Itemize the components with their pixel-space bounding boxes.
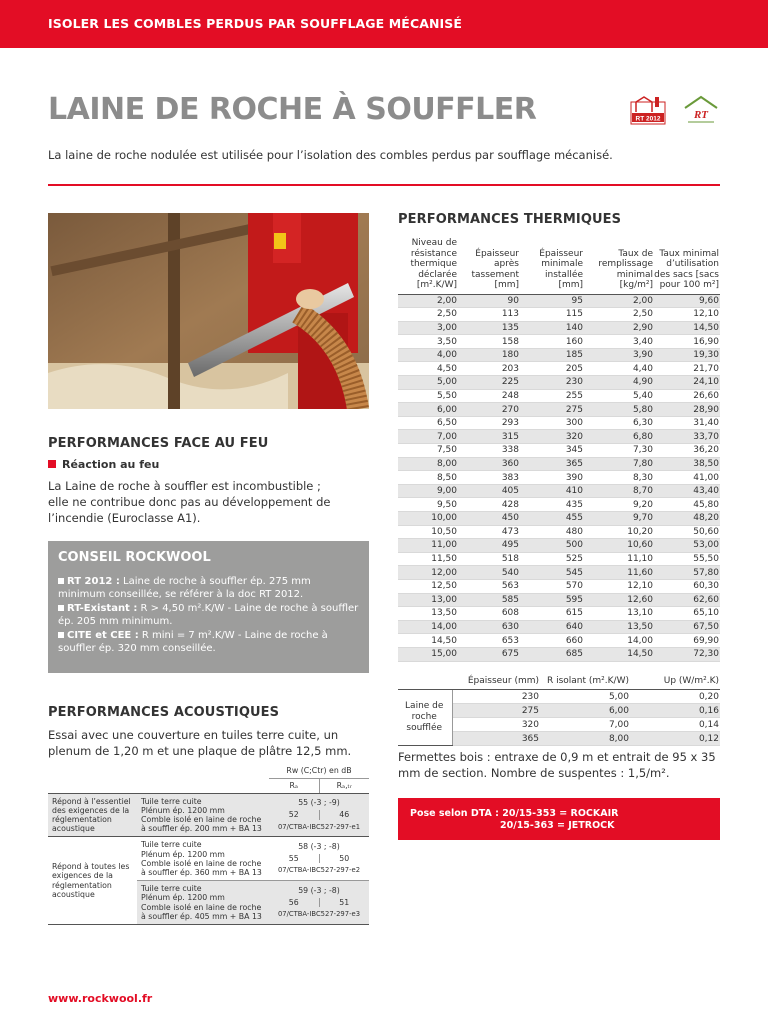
report-ref: 07/CTBA-IBC527-297-e2 — [277, 866, 361, 875]
table-cell: 525 — [520, 552, 584, 566]
ratr-value: 50 — [339, 854, 350, 864]
table-cell: 675 — [458, 647, 520, 661]
table-cell: 595 — [520, 593, 584, 607]
pose-line-1: Pose selon DTA : 20/15-353 = ROCKAIR — [410, 808, 619, 819]
ra-value: 56 — [269, 898, 320, 907]
table-cell: 255 — [520, 389, 584, 403]
conseil-item — [58, 629, 359, 655]
table-cell: 0,14 — [630, 718, 720, 732]
row-desc: Tuile terre cuite Plénum ép. 1200 mm Comble isolé en laine de roche à souffler ép. 200 mm + BA 13 — [137, 793, 269, 837]
conseil-item — [58, 602, 359, 628]
bullet-icon — [58, 578, 64, 584]
table-cell: 473 — [458, 525, 520, 539]
table-cell: 6,30 — [584, 416, 654, 430]
table-cell: 2,90 — [584, 321, 654, 335]
table-cell: 158 — [458, 335, 520, 349]
svg-text:RT 2012: RT 2012 — [635, 115, 661, 123]
table-cell: 275 — [520, 403, 584, 417]
svg-text:RT: RT — [693, 109, 709, 121]
table-cell: 95 — [520, 294, 584, 308]
table-cell: 653 — [458, 634, 520, 648]
red-square-icon — [48, 460, 56, 468]
table-row — [398, 308, 720, 322]
table-cell: 115 — [520, 308, 584, 322]
table-cell: 10,00 — [398, 512, 458, 526]
table-cell: 3,40 — [584, 335, 654, 349]
col-header: R isolant (m².K/W) — [540, 676, 630, 690]
fermettes-text: Fermettes bois : entraxe de 0,9 m et entrait de 95 x 35 mm de section. Nombre de suspentes : 1,5/m². — [398, 750, 716, 780]
table-cell: 50,60 — [654, 525, 720, 539]
table-cell: 135 — [458, 321, 520, 335]
thermal-table — [398, 238, 720, 662]
table-row — [398, 321, 720, 335]
table-cell: 0,20 — [630, 690, 720, 704]
table-cell: 11,10 — [584, 552, 654, 566]
table-cell: 630 — [458, 620, 520, 634]
table-cell: 15,00 — [398, 647, 458, 661]
table-row — [398, 566, 720, 580]
table-cell: 62,60 — [654, 593, 720, 607]
table-cell: 585 — [458, 593, 520, 607]
report-ref: 07/CTBA-IBC527-297-e3 — [277, 910, 361, 919]
top-banner — [0, 0, 768, 48]
row-desc: Tuile terre cuite Plénum ép. 1200 mm Comble isolé en laine de roche à souffler ép. 405 mm + BA 13 — [137, 881, 269, 925]
table-cell: 33,70 — [654, 430, 720, 444]
reaction-label: Réaction au feu — [62, 458, 160, 471]
table-cell: 8,70 — [584, 484, 654, 498]
feu-heading: PERFORMANCES FACE AU FEU — [48, 436, 269, 451]
table-cell: 300 — [520, 416, 584, 430]
table-cell: 12,10 — [584, 579, 654, 593]
table-cell: 14,50 — [398, 634, 458, 648]
table-cell: 65,10 — [654, 607, 720, 621]
table-cell: 230 — [452, 690, 540, 704]
table-cell: 13,00 — [398, 593, 458, 607]
group-label: Répond à toutes les exigences de la réglementation acoustique — [48, 837, 137, 925]
table-cell: 9,60 — [654, 294, 720, 308]
table-cell: 5,00 — [398, 376, 458, 390]
page-title: LAINE DE ROCHE À SOUFFLER — [48, 92, 537, 127]
table-row — [398, 634, 720, 648]
group-label: Répond à l’essentiel des exigences de la réglementation acoustique — [48, 793, 137, 837]
table-cell: 60,30 — [654, 579, 720, 593]
ratr-value: 51 — [339, 897, 350, 907]
table-cell: 4,40 — [584, 362, 654, 376]
col-header: Taux minimal d’utilisation des sacs [sacs pour 100 m²] — [654, 238, 720, 294]
rt2012-logo — [630, 94, 668, 126]
table-cell: 480 — [520, 525, 584, 539]
ratr-header: Rₐ,ₜᵣ — [319, 778, 369, 793]
thermal-body — [398, 294, 720, 661]
table-cell: 8,30 — [584, 471, 654, 485]
col-header: Niveau de résistance thermique déclarée [m².K/W] — [398, 238, 458, 294]
table-row — [398, 647, 720, 661]
ratr-value: 46 — [339, 810, 350, 820]
table-cell: 10,50 — [398, 525, 458, 539]
up-body — [398, 690, 720, 746]
table-cell: 365 — [520, 457, 584, 471]
table-cell: 113 — [458, 308, 520, 322]
up-table — [398, 676, 720, 746]
table-cell: 48,20 — [654, 512, 720, 526]
table-cell: 21,70 — [654, 362, 720, 376]
table-row — [398, 457, 720, 471]
col-header: Épaisseur (mm) — [452, 676, 540, 690]
table-row — [398, 579, 720, 593]
table-cell: 13,10 — [584, 607, 654, 621]
rt-logo — [682, 94, 720, 126]
table-row — [398, 362, 720, 376]
table-cell: 320 — [520, 430, 584, 444]
table-cell: 9,20 — [584, 498, 654, 512]
table-cell: 67,50 — [654, 620, 720, 634]
table-cell: 14,00 — [398, 620, 458, 634]
table-cell: 360 — [458, 457, 520, 471]
table-cell: 12,50 — [398, 579, 458, 593]
table-cell: 90 — [458, 294, 520, 308]
col-header: Épaisseur après tassement [mm] — [458, 238, 520, 294]
table-cell: 10,20 — [584, 525, 654, 539]
table-row — [48, 793, 369, 837]
table-cell: 685 — [520, 647, 584, 661]
conseil-item-text: R > 4,50 m².K/W - Laine de roche à souffler ép. 205 mm minimum. — [58, 603, 359, 627]
table-cell: 615 — [520, 607, 584, 621]
table-cell: 570 — [520, 579, 584, 593]
table-row — [398, 444, 720, 458]
table-cell: 57,80 — [654, 566, 720, 580]
table-cell: 2,00 — [584, 294, 654, 308]
table-cell: 14,00 — [584, 634, 654, 648]
thermal-header-row — [398, 238, 720, 294]
table-cell: 248 — [458, 389, 520, 403]
table-cell: 345 — [520, 444, 584, 458]
table-cell: 12,10 — [654, 308, 720, 322]
table-cell: 6,00 — [398, 403, 458, 417]
table-cell: 43,40 — [654, 484, 720, 498]
rw-value: 55 (-3 ; -9) — [298, 798, 340, 808]
bullet-icon — [58, 632, 64, 638]
table-cell: 28,90 — [654, 403, 720, 417]
conseil-item-text: R mini = 7 m².K/W - Laine de roche à souffler ép. 320 mm conseillée. — [58, 630, 328, 654]
table-cell: 8,00 — [398, 457, 458, 471]
table-cell: 5,00 — [540, 690, 630, 704]
table-cell: 5,80 — [584, 403, 654, 417]
col-header: Épaisseur minimale installée [mm] — [520, 238, 584, 294]
table-cell: 24,10 — [654, 376, 720, 390]
table-cell: 13,50 — [398, 607, 458, 621]
conseil-title: CONSEIL ROCKWOOL — [58, 550, 211, 565]
table-cell: 3,90 — [584, 348, 654, 362]
table-cell: 0,16 — [630, 704, 720, 718]
table-cell: 275 — [452, 704, 540, 718]
table-cell: 540 — [458, 566, 520, 580]
table-row — [398, 620, 720, 634]
table-row — [398, 430, 720, 444]
divider — [48, 184, 720, 186]
report-ref: 07/CTBA-IBC527-297-e1 — [277, 822, 361, 831]
table-cell: 38,50 — [654, 457, 720, 471]
table-cell: 13,50 — [584, 620, 654, 634]
table-cell: 4,90 — [584, 376, 654, 390]
table-cell: 5,50 — [398, 389, 458, 403]
feu-text: La Laine de roche à souffler est incombustible ; elle ne contribue donc pas au développement de l’incendie (Euroclasse A1). — [48, 479, 331, 525]
table-row — [398, 376, 720, 390]
conseil-item — [58, 575, 359, 601]
table-cell: 10,60 — [584, 539, 654, 553]
product-photo — [48, 213, 369, 409]
conseil-item-text: Laine de roche à souffler ép. 275 mm minimum conseillée, se référer à la doc RT 2012. — [58, 576, 311, 600]
table-cell: 500 — [520, 539, 584, 553]
conseil-item-strong: RT 2012 : — [67, 576, 120, 587]
acoustique-heading: PERFORMANCES ACOUSTIQUES — [48, 705, 280, 720]
table-cell: 7,50 — [398, 444, 458, 458]
table-cell: 41,00 — [654, 471, 720, 485]
pose-line-2: 20/15-363 = JETROCK — [500, 820, 615, 831]
table-cell: 9,00 — [398, 484, 458, 498]
table-cell: 338 — [458, 444, 520, 458]
intro-text: La laine de roche nodulée est utilisée pour l’isolation des combles perdus par soufflage mécanisé. — [48, 148, 613, 162]
table-cell: 55,50 — [654, 552, 720, 566]
acoustic-subheader-row — [48, 778, 369, 793]
table-cell: 2,50 — [584, 308, 654, 322]
rw-value: 59 (-3 ; -8) — [298, 885, 340, 895]
table-cell: 390 — [520, 471, 584, 485]
ra-value: 55 — [269, 854, 320, 863]
reaction-subheading — [48, 458, 159, 471]
table-cell: 5,40 — [584, 389, 654, 403]
table-cell: 545 — [520, 566, 584, 580]
row-label: Laine de roche soufflée — [398, 690, 452, 746]
table-cell: 7,00 — [540, 718, 630, 732]
conseil-item-strong: CITE et CEE : — [67, 630, 139, 641]
rw-header: Rw (C;Ctr) en dB — [269, 764, 369, 778]
table-row — [398, 294, 720, 308]
pose-box — [398, 798, 720, 840]
table-cell: 12,00 — [398, 566, 458, 580]
col-header: Up (W/m².K) — [630, 676, 720, 690]
table-cell: 428 — [458, 498, 520, 512]
banner-text: ISOLER LES COMBLES PERDUS PAR SOUFFLAGE MÉCANISÉ — [48, 16, 463, 31]
table-cell: 26,60 — [654, 389, 720, 403]
table-cell: 160 — [520, 335, 584, 349]
table-cell: 6,80 — [584, 430, 654, 444]
col-header: Taux de remplissage minimal [kg/m²] — [584, 238, 654, 294]
conseil-box — [48, 541, 369, 673]
thermique-heading: PERFORMANCES THERMIQUES — [398, 212, 622, 227]
table-cell: 518 — [458, 552, 520, 566]
table-cell: 9,70 — [584, 512, 654, 526]
table-cell: 563 — [458, 579, 520, 593]
table-cell: 6,50 — [398, 416, 458, 430]
acoustic-header-row — [48, 764, 369, 778]
table-cell: 45,80 — [654, 498, 720, 512]
table-cell: 4,00 — [398, 348, 458, 362]
table-cell: 69,90 — [654, 634, 720, 648]
table-cell: 405 — [458, 484, 520, 498]
table-cell: 608 — [458, 607, 520, 621]
table-cell: 185 — [520, 348, 584, 362]
table-cell: 365 — [452, 732, 540, 746]
table-cell: 383 — [458, 471, 520, 485]
table-cell: 7,30 — [584, 444, 654, 458]
table-cell: 3,50 — [398, 335, 458, 349]
table-cell: 19,30 — [654, 348, 720, 362]
table-row — [398, 525, 720, 539]
table-cell: 205 — [520, 362, 584, 376]
table-cell: 72,30 — [654, 647, 720, 661]
table-cell: 435 — [520, 498, 584, 512]
table-row — [398, 335, 720, 349]
table-cell: 7,00 — [398, 430, 458, 444]
table-cell: 230 — [520, 376, 584, 390]
table-cell: 495 — [458, 539, 520, 553]
table-cell: 8,00 — [540, 732, 630, 746]
acoustic-table — [48, 764, 369, 925]
row-desc: Tuile terre cuite Plénum ép. 1200 mm Comble isolé en laine de roche à souffler ép. 360 mm + BA 13 — [137, 837, 269, 881]
conseil-item-strong: RT-Existant : — [67, 603, 138, 614]
up-header-row — [398, 676, 720, 690]
table-row — [398, 348, 720, 362]
table-cell: 4,50 — [398, 362, 458, 376]
table-row — [398, 498, 720, 512]
table-cell: 9,50 — [398, 498, 458, 512]
table-cell: 31,40 — [654, 416, 720, 430]
table-cell: 53,00 — [654, 539, 720, 553]
table-cell: 180 — [458, 348, 520, 362]
table-row — [48, 837, 369, 881]
ra-value: 52 — [269, 810, 320, 819]
table-cell: 320 — [452, 718, 540, 732]
table-cell: 410 — [520, 484, 584, 498]
footer-link[interactable]: www.rockwool.fr — [48, 992, 153, 1005]
table-row — [398, 690, 720, 704]
table-cell: 140 — [520, 321, 584, 335]
table-cell: 660 — [520, 634, 584, 648]
table-cell: 36,20 — [654, 444, 720, 458]
table-cell: 14,50 — [584, 647, 654, 661]
table-cell: 8,50 — [398, 471, 458, 485]
bullet-icon — [58, 605, 64, 611]
table-cell: 11,50 — [398, 552, 458, 566]
table-cell: 203 — [458, 362, 520, 376]
table-cell: 3,00 — [398, 321, 458, 335]
table-row — [398, 471, 720, 485]
table-row — [398, 593, 720, 607]
table-cell: 16,90 — [654, 335, 720, 349]
table-row — [398, 552, 720, 566]
table-cell: 0,12 — [630, 732, 720, 746]
table-row — [398, 512, 720, 526]
table-cell: 11,00 — [398, 539, 458, 553]
table-cell: 640 — [520, 620, 584, 634]
rw-value: 58 (-3 ; -8) — [298, 841, 340, 851]
table-cell: 6,00 — [540, 704, 630, 718]
table-cell: 225 — [458, 376, 520, 390]
table-row — [398, 416, 720, 430]
table-cell: 2,50 — [398, 308, 458, 322]
table-row — [398, 539, 720, 553]
table-cell: 293 — [458, 416, 520, 430]
table-cell: 12,60 — [584, 593, 654, 607]
table-cell: 7,80 — [584, 457, 654, 471]
table-row — [398, 403, 720, 417]
table-cell: 270 — [458, 403, 520, 417]
table-row — [398, 484, 720, 498]
table-cell: 11,60 — [584, 566, 654, 580]
acoustique-text: Essai avec une couverture en tuiles terre cuite, un plenum de 1,20 m et une plaque de plâtre 12,5 mm. — [48, 728, 352, 758]
table-cell: 450 — [458, 512, 520, 526]
table-cell: 455 — [520, 512, 584, 526]
table-row — [398, 389, 720, 403]
table-cell: 315 — [458, 430, 520, 444]
ra-header: Rₐ — [269, 778, 319, 793]
table-row — [398, 607, 720, 621]
table-cell: 14,50 — [654, 321, 720, 335]
table-cell: 2,00 — [398, 294, 458, 308]
